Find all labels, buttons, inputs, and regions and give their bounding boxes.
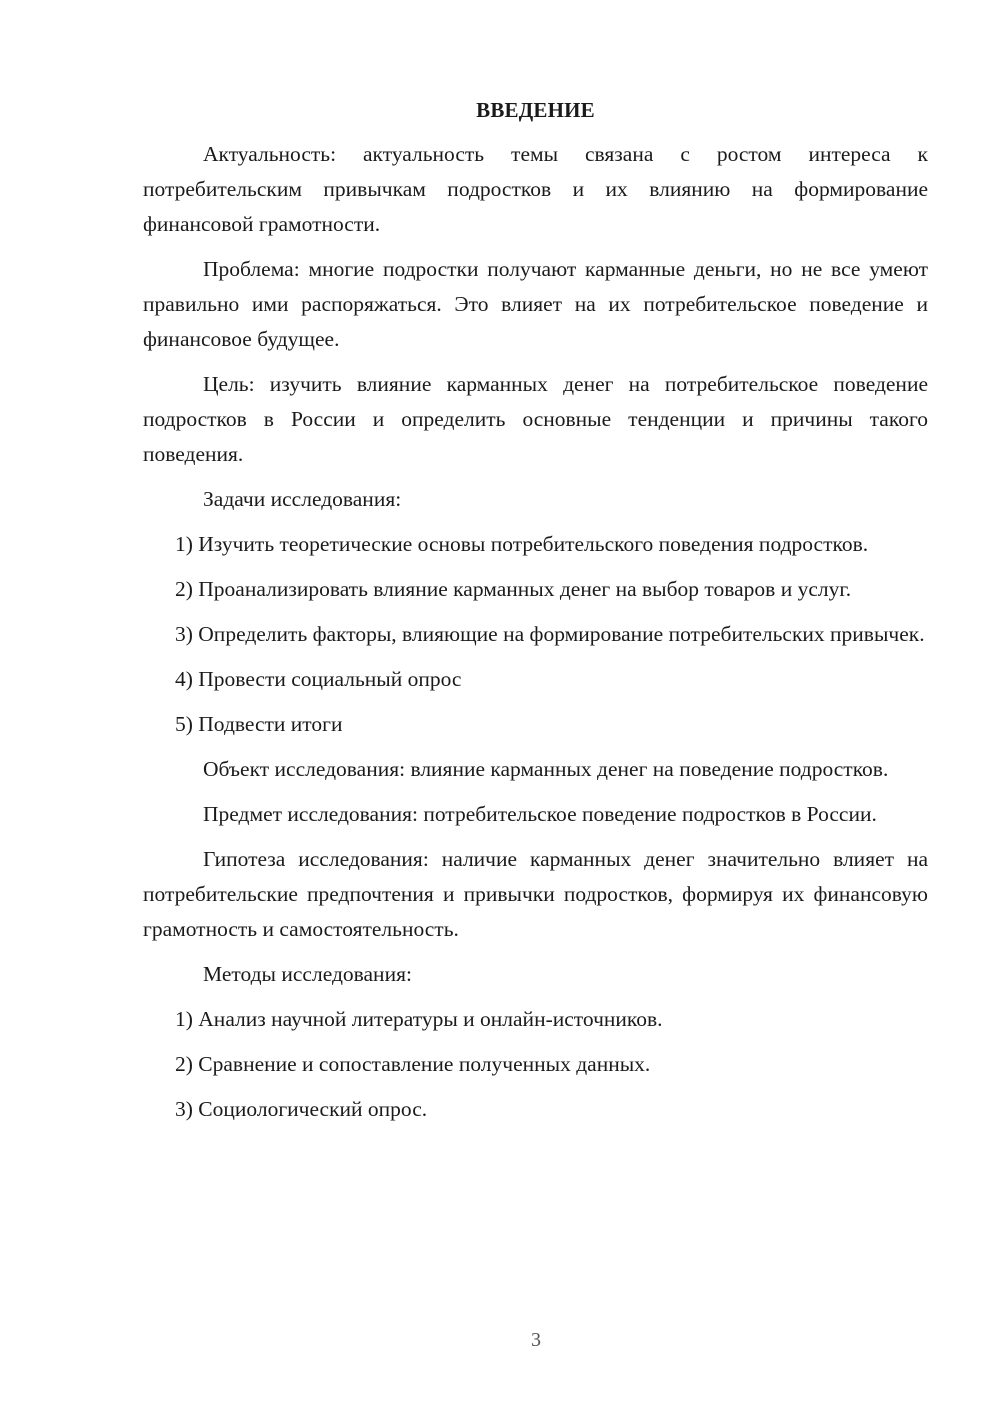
page-number: 3	[531, 1329, 541, 1351]
section-title: ВВЕДЕНИЕ	[476, 98, 595, 122]
method-item: 3) Социологический опрос.	[175, 1097, 428, 1121]
task-item: 3) Определить факторы, влияющие на формирование потребительских привычек.	[175, 622, 925, 646]
tasks-heading: Задачи исследования:	[203, 487, 402, 511]
method-item: 2) Сравнение и сопоставление полученных данных.	[175, 1052, 651, 1076]
goal-paragraph: Цель: изучить влияние карманных денег на потребительское поведение подростков в России и определить основные тенденции и причины такого поведения.	[143, 372, 928, 466]
methods-heading: Методы исследования:	[203, 962, 412, 986]
subject-paragraph: Предмет исследования: потребительское поведение подростков в России.	[203, 802, 877, 826]
document-page	[143, 92, 928, 1137]
task-item: 2) Проанализировать влияние карманных денег на выбор товаров и услуг.	[175, 577, 852, 601]
task-item: 4) Провести социальный опрос	[175, 667, 462, 691]
method-item: 1) Анализ научной литературы и онлайн-источников.	[175, 1007, 663, 1031]
object-paragraph: Объект исследования: влияние карманных денег на поведение подростков.	[203, 757, 889, 781]
task-item: 5) Подвести итоги	[175, 712, 343, 736]
task-item: 1) Изучить теоретические основы потребительского поведения подростков.	[175, 532, 869, 556]
problem-paragraph: Проблема: многие подростки получают карманные деньги, но не все умеют правильно ими распоряжаться. Это влияет на их потребительское поведение и финансовое будущее.	[143, 257, 928, 351]
hypothesis-paragraph: Гипотеза исследования: наличие карманных денег значительно влияет на потребительские предпочтения и привычки подростков, формируя их финансовую грамотность и самостоятельность.	[143, 847, 928, 941]
relevance-paragraph: Актуальность: актуальность темы связана с ростом интереса к потребительским привычкам подростков и их влиянию на формирование финансовой грамотности.	[143, 142, 928, 236]
